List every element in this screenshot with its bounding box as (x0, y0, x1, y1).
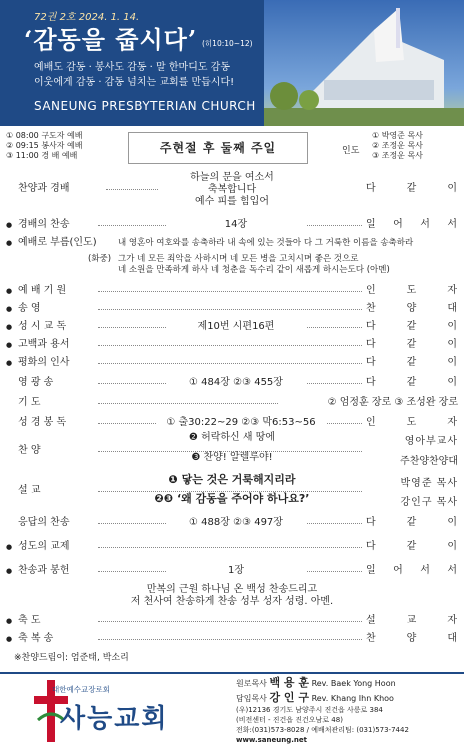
order-role: 다 같 이 (366, 357, 458, 368)
service-time: ③ 11:00 경 배 예배 (6, 151, 78, 160)
response-text: 네 소원을 만족하게 하사 네 청춘을 독수리 같이 새롭게 하시는도다 (아멘) (118, 265, 390, 275)
bullet-icon: ● (6, 543, 13, 551)
order-role: 찬 양 대 (366, 303, 458, 314)
leader-dots (98, 547, 362, 548)
senior-pastor (236, 676, 396, 691)
order-detail: 1장 (166, 562, 306, 580)
bulletin-header (0, 0, 464, 126)
bullet-icon: ● (6, 617, 13, 625)
anthem-role-1: 영아부교사 (404, 436, 458, 447)
scripture-reference: (히10:10~12) (202, 39, 253, 48)
order-label: 성 경 봉 독 (18, 417, 67, 428)
order-item (6, 394, 458, 412)
footer-divider (0, 672, 464, 674)
order-label: 고백과 용서 (18, 339, 70, 350)
leader: ② 조정운 목사 (372, 141, 423, 150)
sunday-theme: 주현절 후 둘째 주일 (128, 132, 308, 164)
order-label: 축 도 (18, 615, 41, 626)
leader-dots (98, 309, 362, 310)
order-item (6, 216, 458, 234)
bullet-icon: ● (6, 635, 13, 643)
sermon-preacher-2: 강인구 목사 (400, 497, 458, 508)
pastor-name: 강 인 구 (269, 691, 310, 704)
order-item (6, 562, 458, 580)
pastor-english: Rev. Khang Ihn Khoo (311, 694, 394, 703)
order-item (6, 180, 458, 198)
order-role: 찬 양 대 (366, 633, 458, 644)
order-detail: ① 출30:22~29 ②③ 막6:53~56 (156, 414, 326, 432)
senior-label: 원로목사 (236, 679, 267, 688)
slogan-line: 예배도 감동 · 봉사도 감동 · 말 한마디도 감동 (34, 62, 231, 73)
order-label: 성도의 교제 (18, 541, 70, 552)
order-detail: ① 488장 ②③ 497장 (166, 514, 306, 532)
order-item (6, 282, 458, 300)
leader-label: 인도 (342, 146, 360, 156)
bullet-icon: ● (6, 323, 13, 331)
senior-name: 백 용 훈 (269, 676, 310, 689)
church-address (236, 705, 409, 745)
church-english-name: SANEUNG PRESBYTERIAN CHURCH (34, 99, 256, 113)
response-text: 그가 네 모든 죄악을 사하시며 네 모든 병을 고치시며 좋은 것으로 (118, 254, 359, 264)
order-label: 응답의 찬송 (18, 517, 70, 528)
order-role: 인 도 자 (366, 285, 458, 296)
prayer-leaders: ② 엄정훈 장로 ③ 조성완 장로 (327, 397, 458, 408)
church-name-logo: 사능교회 (60, 704, 169, 734)
order-role: 다 같 이 (366, 183, 458, 194)
church-building-photo (264, 0, 464, 126)
slogan-line: 이웃에게 감동 · 감동 넘치는 교회를 만듭시다! (34, 77, 235, 88)
order-label: 성 시 교 독 (18, 321, 67, 332)
order-role: 다 같 이 (366, 377, 458, 388)
order-label: 찬송과 봉헌 (18, 565, 70, 576)
order-label: 예배로 부름(인도) (18, 237, 97, 248)
order-label: 경배의 찬송 (18, 219, 70, 230)
service-time: ① 08:00 구도자 예배 (6, 131, 83, 140)
leader: ① 박영준 목사 (372, 131, 423, 140)
bullet-icon: ● (6, 221, 13, 229)
musicians-note: ※찬양드림이: 엄준태, 박소리 (14, 653, 129, 663)
bullet-icon: ● (6, 239, 13, 247)
order-label: 평화의 인사 (18, 357, 70, 368)
leader-dots (98, 291, 362, 292)
address-line: (우)12136 경기도 남양주시 진건읍 사릉로 384 (236, 706, 383, 714)
church-slogan (34, 60, 234, 90)
doxology-line-2: 저 천사여 찬송하게 찬송 성부 성자 성령. 아멘. (130, 596, 334, 607)
order-role: 설 교 자 (366, 615, 458, 626)
order-label: 기 도 (18, 397, 41, 408)
bullet-icon: ● (6, 341, 13, 349)
order-role: 다 같 이 (366, 517, 458, 528)
pastor-info (236, 676, 396, 706)
response-label: (화중) (88, 254, 112, 264)
sermon-title-1: ❶ 닿는 것은 거룩해지리라 (168, 473, 296, 486)
opening-song-3: 예수 피를 힘입어 (195, 196, 269, 207)
order-role: 일 어 서 서 (366, 565, 458, 576)
order-label: 설 교 (18, 485, 41, 496)
leader-dots (98, 345, 362, 346)
order-label: 영 광 송 (18, 377, 54, 388)
service-leaders (372, 131, 423, 161)
order-item (6, 612, 458, 630)
service-time: ② 09:15 봉사자 예배 (6, 141, 83, 150)
opening-song-2: 축복합니다 (207, 184, 257, 195)
order-item (6, 234, 458, 252)
bulletin-title: ‘감동을 줍시다’ (24, 25, 198, 54)
leader: ③ 조정운 목사 (372, 151, 423, 160)
order-role: 다 같 이 (366, 541, 458, 552)
order-item (6, 374, 458, 392)
bullet-icon: ● (6, 287, 13, 295)
anthem-line-2: ❸ 찬양! 알렐루야! (191, 452, 273, 463)
volume-date: 72권 2호 2024. 1. 14. (34, 12, 140, 23)
order-label: 예 배 기 원 (18, 285, 67, 296)
order-item (6, 630, 458, 648)
anthem-role-2: 주찬양찬양대 (400, 456, 458, 467)
address-line: (비전센터 - 진건읍 진건오남로 48) (236, 716, 343, 724)
bullet-icon: ● (6, 567, 13, 575)
leader-dots (98, 363, 362, 364)
order-item (6, 300, 458, 318)
leader-dots (98, 639, 362, 640)
denomination-name: 대한예수교장로회 (52, 685, 110, 694)
order-role: 일 어 서 서 (366, 219, 458, 230)
order-role: 다 같 이 (366, 339, 458, 350)
order-role: 다 같 이 (366, 321, 458, 332)
leader-dots (106, 189, 158, 190)
opening-song-1: 하늘의 문을 여소서 (190, 172, 274, 183)
order-item (6, 318, 458, 336)
order-detail: ① 484장 ②③ 455장 (166, 374, 306, 392)
order-label: 축 복 송 (18, 633, 54, 644)
order-detail: 제10번 시편16편 (166, 318, 306, 336)
order-label: 송 영 (18, 303, 41, 314)
anthem-line-1: ❷ 허락하신 새 땅에 (188, 432, 276, 443)
order-item (6, 538, 458, 556)
phone-line: 전화:(031)573-8028 / 예배처관리팀: (031)573-7442 (236, 726, 409, 734)
lead-pastor (236, 691, 396, 706)
leader-dots (98, 621, 362, 622)
leader-dots (98, 403, 278, 404)
sermon-preacher-1: 박영준 목사 (400, 478, 458, 489)
order-role: 인 도 자 (366, 417, 458, 428)
order-label: 찬양과 경배 (18, 183, 70, 194)
service-times (6, 131, 83, 161)
order-label: 찬 양 (18, 445, 41, 456)
doxology-line-1: 만복의 근원 하나님 온 백성 찬송드리고 (146, 584, 318, 595)
sermon-title-2: ❷❸ ‘왜 감동을 주어야 하나요?’ (154, 492, 310, 505)
senior-english: Rev. Baek Yong Hoon (311, 679, 396, 688)
bullet-icon: ● (6, 305, 13, 313)
order-item (6, 414, 458, 432)
order-item (6, 354, 458, 372)
call-to-worship-text: 내 영혼아 여호와를 송축하라 내 속에 있는 것들아 다 그 거룩한 이름을 송축하라 (118, 238, 414, 248)
order-item (6, 514, 458, 532)
order-detail: 14장 (166, 216, 306, 234)
website-link[interactable]: www.saneung.net (236, 736, 307, 744)
bullet-icon: ● (6, 359, 13, 367)
pastor-label: 담임목사 (236, 694, 267, 703)
order-item (6, 336, 458, 354)
